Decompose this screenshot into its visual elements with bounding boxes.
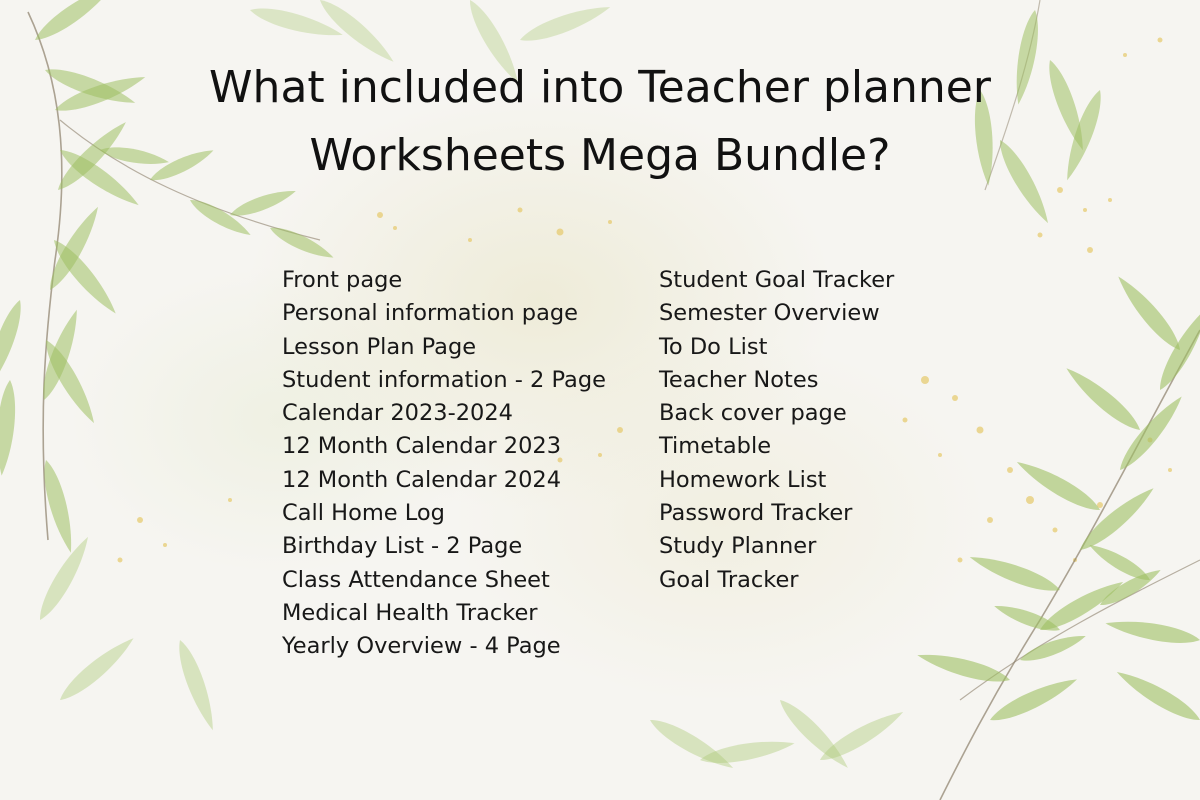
list-item: Front page	[282, 267, 403, 293]
list-item: Personal information page	[282, 300, 579, 327]
list-item: Student information - 2 Page	[282, 366, 606, 393]
list-item: Password Tracker	[659, 500, 853, 527]
list-item: To Do List	[659, 333, 768, 360]
list-item: Goal Tracker	[659, 566, 799, 593]
contents-list-left	[282, 264, 606, 664]
list-item: Class Attendance Sheet	[282, 566, 550, 593]
list-item: Birthday List - 2 Page	[282, 533, 523, 560]
list-item: Yearly Overview - 4 Page	[282, 633, 561, 660]
title-line-2: Worksheets Mega Bundle?	[309, 130, 891, 181]
list-item: Back cover page	[659, 400, 847, 427]
contents-list-right	[659, 264, 894, 597]
page-title	[100, 54, 1100, 190]
list-item: Semester Overview	[659, 300, 880, 327]
branch-bottom-right	[915, 271, 1200, 800]
list-item: Homework List	[659, 466, 827, 493]
list-item: 12 Month Calendar 2023	[282, 433, 562, 460]
list-item: 12 Month Calendar 2024	[282, 466, 562, 493]
list-item: Medical Health Tracker	[282, 599, 538, 626]
list-item: Study Planner	[659, 533, 817, 560]
list-item: Student Goal Tracker	[659, 267, 895, 293]
list-item: Teacher Notes	[659, 366, 819, 393]
title-line-1: What included into Teacher planner	[209, 62, 991, 113]
list-item: Calendar 2023-2024	[282, 400, 513, 427]
list-item: Lesson Plan Page	[282, 333, 477, 360]
list-item: Call Home Log	[282, 500, 445, 527]
list-item: Timetable	[659, 433, 772, 460]
